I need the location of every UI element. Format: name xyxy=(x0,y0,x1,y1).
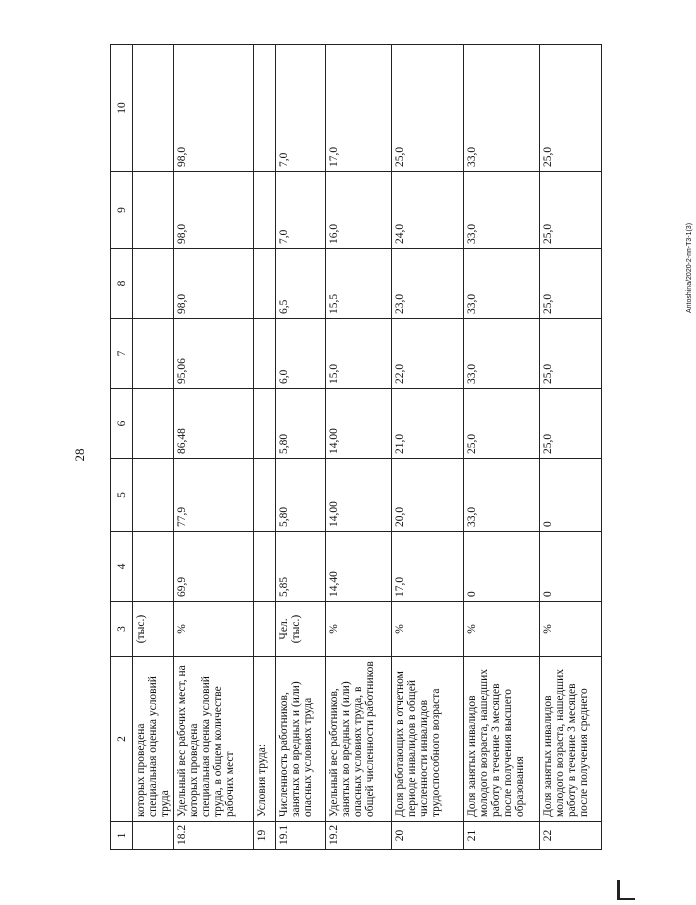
value-cell: 15,0 xyxy=(326,319,392,389)
value-cell xyxy=(254,459,276,532)
row-number: 19 xyxy=(254,822,276,850)
value-cell: 14,40 xyxy=(326,532,392,602)
value-cell: 22,0 xyxy=(392,319,464,389)
value-cell: 98,0 xyxy=(174,45,254,172)
value-cell: 5,80 xyxy=(276,459,326,532)
unit-cell xyxy=(254,602,276,657)
value-cell: 86,48 xyxy=(174,389,254,459)
value-cell xyxy=(133,249,174,319)
unit-cell: % xyxy=(464,602,540,657)
value-cell: 25,0 xyxy=(392,45,464,172)
table-row xyxy=(392,45,464,850)
indicator-name: которых проведена специальная оценка условий труда xyxy=(133,657,174,822)
table-row xyxy=(464,45,540,850)
value-cell: 15,5 xyxy=(326,249,392,319)
value-cell: 33,0 xyxy=(464,459,540,532)
value-cell: 69,9 xyxy=(174,532,254,602)
value-cell: 21,0 xyxy=(392,389,464,459)
table-row xyxy=(540,45,602,850)
value-cell: 33,0 xyxy=(464,319,540,389)
value-cell: 25,0 xyxy=(540,389,602,459)
unit-cell: % xyxy=(392,602,464,657)
value-cell xyxy=(254,45,276,172)
column-header: 8 xyxy=(111,249,133,319)
indicator-name: Удельный вес рабочих мест, на которых проведена специальная оценка условий труда, в общем количестве рабочих мест xyxy=(174,657,254,822)
value-cell: 25,0 xyxy=(540,319,602,389)
corner-mark xyxy=(617,880,620,900)
table-row xyxy=(174,45,254,850)
value-cell: 17,0 xyxy=(392,532,464,602)
value-cell: 25,0 xyxy=(540,172,602,249)
table-row xyxy=(276,45,326,850)
indicator-name: Доля занятых инвалидов молодого возраста, нашедших работу в течение 3 месяцев после получения среднего xyxy=(540,657,602,822)
value-cell: 5,80 xyxy=(276,389,326,459)
value-cell: 0 xyxy=(540,532,602,602)
indicators-table xyxy=(110,44,602,850)
column-header: 6 xyxy=(111,389,133,459)
unit-cell: (тыс.) xyxy=(133,602,174,657)
value-cell: 16,0 xyxy=(326,172,392,249)
column-header: 7 xyxy=(111,319,133,389)
document-code: Antoshina/2020-2-пп-Т3-1(3) xyxy=(686,222,693,314)
value-cell: 98,0 xyxy=(174,249,254,319)
value-cell: 25,0 xyxy=(464,389,540,459)
value-cell xyxy=(133,319,174,389)
value-cell: 25,0 xyxy=(540,45,602,172)
value-cell: 14,00 xyxy=(326,389,392,459)
unit-cell: % xyxy=(174,602,254,657)
indicator-name: Доля работающих в отчетном периоде инвалидов в общей численности инвалидов трудоспособного возраста xyxy=(392,657,464,822)
value-cell: 0 xyxy=(464,532,540,602)
row-number xyxy=(133,822,174,850)
value-cell: 77,9 xyxy=(174,459,254,532)
indicator-name: Доля занятых инвалидов молодого возраста, нашедших работу в течение 3 месяцев после получения высшего образования xyxy=(464,657,540,822)
column-header: 2 xyxy=(111,657,133,822)
value-cell xyxy=(133,532,174,602)
header-row xyxy=(111,45,133,850)
column-header: 5 xyxy=(111,459,133,532)
value-cell: 14,00 xyxy=(326,459,392,532)
column-header: 4 xyxy=(111,532,133,602)
value-cell xyxy=(133,459,174,532)
value-cell: 25,0 xyxy=(540,249,602,319)
value-cell xyxy=(254,319,276,389)
unit-cell: Чел. (тыс.) xyxy=(276,602,326,657)
value-cell: 33,0 xyxy=(464,45,540,172)
column-header: 3 xyxy=(111,602,133,657)
value-cell: 95,06 xyxy=(174,319,254,389)
table-row xyxy=(254,45,276,850)
column-header: 1 xyxy=(111,822,133,850)
indicator-name: Удельный вес работников, занятых во вредных и (или) опасных условиях труда, в общей численности работников xyxy=(326,657,392,822)
value-cell xyxy=(254,172,276,249)
page-number: 28 xyxy=(72,448,87,462)
value-cell: 20,0 xyxy=(392,459,464,532)
row-number: 19.2 xyxy=(326,822,392,850)
row-number: 21 xyxy=(464,822,540,850)
unit-cell: % xyxy=(540,602,602,657)
row-number: 22 xyxy=(540,822,602,850)
row-number: 19.1 xyxy=(276,822,326,850)
value-cell: 23,0 xyxy=(392,249,464,319)
value-cell: 17,0 xyxy=(326,45,392,172)
value-cell: 6,5 xyxy=(276,249,326,319)
value-cell: 6,0 xyxy=(276,319,326,389)
value-cell xyxy=(133,45,174,172)
rotated-table-area xyxy=(110,45,590,850)
indicator-name: Условия труда: xyxy=(254,657,276,822)
row-number: 18.2 xyxy=(174,822,254,850)
value-cell: 33,0 xyxy=(464,172,540,249)
value-cell xyxy=(254,249,276,319)
value-cell: 7,0 xyxy=(276,45,326,172)
value-cell: 98,0 xyxy=(174,172,254,249)
unit-cell: % xyxy=(326,602,392,657)
value-cell xyxy=(254,532,276,602)
indicator-name: Численность работников, занятых во вредных и (или) опасных условиях труда xyxy=(276,657,326,822)
value-cell xyxy=(133,172,174,249)
column-header: 10 xyxy=(111,45,133,172)
table-row xyxy=(133,45,174,850)
row-number: 20 xyxy=(392,822,464,850)
value-cell: 33,0 xyxy=(464,249,540,319)
column-header: 9 xyxy=(111,172,133,249)
value-cell: 5,85 xyxy=(276,532,326,602)
value-cell: 0 xyxy=(540,459,602,532)
value-cell xyxy=(133,389,174,459)
value-cell xyxy=(254,389,276,459)
value-cell: 7,0 xyxy=(276,172,326,249)
value-cell: 24,0 xyxy=(392,172,464,249)
table-row xyxy=(326,45,392,850)
